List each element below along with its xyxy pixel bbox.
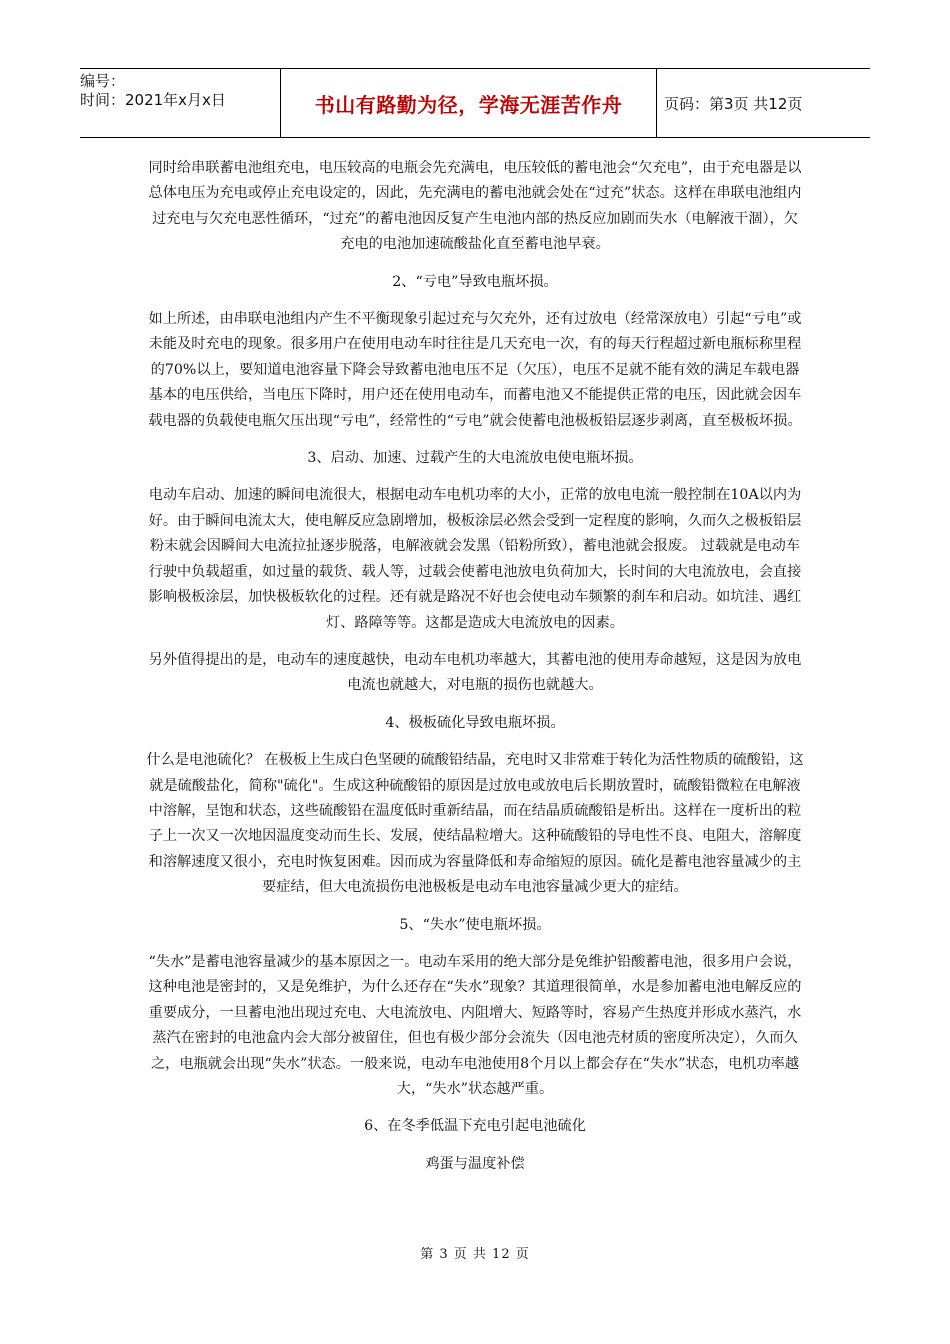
header-meta	[80, 69, 281, 137]
heading-undercharge: 2、“亏电”导致电瓶坏损。	[392, 273, 558, 290]
page-footer: 第 3 页 共 12 页	[420, 1247, 530, 1262]
heading-water-loss: 5、“失水”使电瓶坏损。	[399, 916, 551, 933]
number-label: 编号：	[80, 72, 126, 90]
document-body	[145, 156, 805, 1177]
paragraph-sulfation: 什么是电池硫化？ 在极板上生成白色坚硬的硫酸铅结晶，充电时又非常难于转化为活性物质的硫酸铅，这就是硫酸盐化，简称"硫化"。生成这种硫酸铅的原因是过放电或放电后长期放置时，硫酸铅微粒在电解液中溶解，呈饱和状态，这些硫酸铅在温度低时重新结晶，而在结晶质硫酸铅是析出。这样在一度析出的粒子上一次又一次地因温度变动而生长、发展，使结晶粒增大。这种硫酸铅的导电性不良、电阻大，溶解度和溶解速度又很小，充电时恢复困难。因而成为容量降低和寿命缩短的原因。硫化是蓄电池容量减少的主要症结，但大电流损伤电池极板是电动车电池容量减少更大的症结。	[146, 752, 804, 896]
paragraph-undercharge: 如上所述，由串联电池组内产生不平衡现象引起过充与欠充外，还有过放电（经常深放电）引起“亏电”或未能及时充电的现象。很多用户在使用电动车时往往是几天充电一次，有的每天行程超过新电瓶标称里程的70%以上，要知道电池容量下降会导致蓄电池电压不足（欠压），电压不足就不能有效的满足车载电器基本的电压供给，当电压下降时，用户还在使用电动车，而蓄电池又不能提供正常的电压，因此就会因车载电器的负载使电瓶欠压出现“亏电”，经常性的“亏电”就会使蓄电池极板铅层逐步剥离，直至极板坏损。	[148, 311, 802, 429]
time-label: 时间：2021年x月x日	[80, 91, 226, 109]
header-motto: 书山有路勤为径，学海无涯苦作舟	[281, 69, 657, 137]
paragraph-overcharge: 同时给串联蓄电池组充电，电压较高的电瓶会先充满电，电压较低的蓄电池会“欠充电”，由于充电器是以总体电压为充电或停止充电设定的，因此，先充满电的蓄电池就会处在“过充”状态。这样在串联电池组内过充电与欠充电恶性循环，“过充”的蓄电池因反复产生电池内部的热反应加剧而失水（电解液干涸），欠充电的电池加速硫酸盐化直至蓄电池早衰。	[148, 160, 802, 253]
paragraph-high-current: 电动车启动、加速的瞬间电流很大，根据电动车电机功率的大小，正常的放电电流一般控制在10A以内为好。由于瞬间电流太大，使电解反应急剧增加，极板涂层必然会受到一定程度的影响，久而久之极板铅层粉末就会因瞬间大电流拉扯逐步脱落，电解液就会发黑（铅粉所致），蓄电池就会报废。 过载就是电动车行驶中负载超重，如过量的载货、载人等，过载会使蓄电池放电负荷加大，长时间的大电流放电，会直接影响极板涂层，加快极板软化的过程。还有就是路况不好也会使电动车频繁的刹车和启动。如坑洼、遇红灯、路障等等。这都是造成大电流放电的因素。	[148, 487, 802, 631]
heading-winter-charging: 6、在冬季低温下充电引起电池硫化	[364, 1118, 586, 1135]
paragraph-speed: 另外值得提出的是，电动车的速度越快，电动车电机功率越大，其蓄电池的使用寿命越短，这是因为放电电流也就越大，对电瓶的损伤也就越大。	[148, 651, 802, 694]
header-page-info: 页码：第3页 共12页	[664, 94, 803, 113]
heading-egg-temperature: 鸡蛋与温度补偿	[425, 1155, 525, 1172]
heading-sulfation: 4、极板硫化导致电瓶坏损。	[385, 714, 565, 731]
heading-high-current: 3、启动、加速、过载产生的大电流放电使电瓶坏损。	[307, 450, 643, 467]
page-header	[80, 68, 870, 138]
paragraph-water-loss: “失水”是蓄电池容量减少的基本原因之一。电动车采用的绝大部分是免维护铅酸蓄电池，很多用户会说，这种电池是密封的，又是免维护，为什么还存在“失水”现象？其道理很简单，水是参加蓄电池电解反应的重要成分，一旦蓄电池出现过充电、大电流放电、内阻增大、短路等时，容易产生热度并形成水蒸汽，水蒸汽在密封的电池盒内会大部分被留住，但也有极少部分会流失（因电池壳材质的密度所决定），久而久之，电瓶就会出现“失水”状态。一般来说，电动车电池使用8个月以上都会存在“失水”状态，电机功率越大，“失水”状态越严重。	[148, 953, 802, 1097]
